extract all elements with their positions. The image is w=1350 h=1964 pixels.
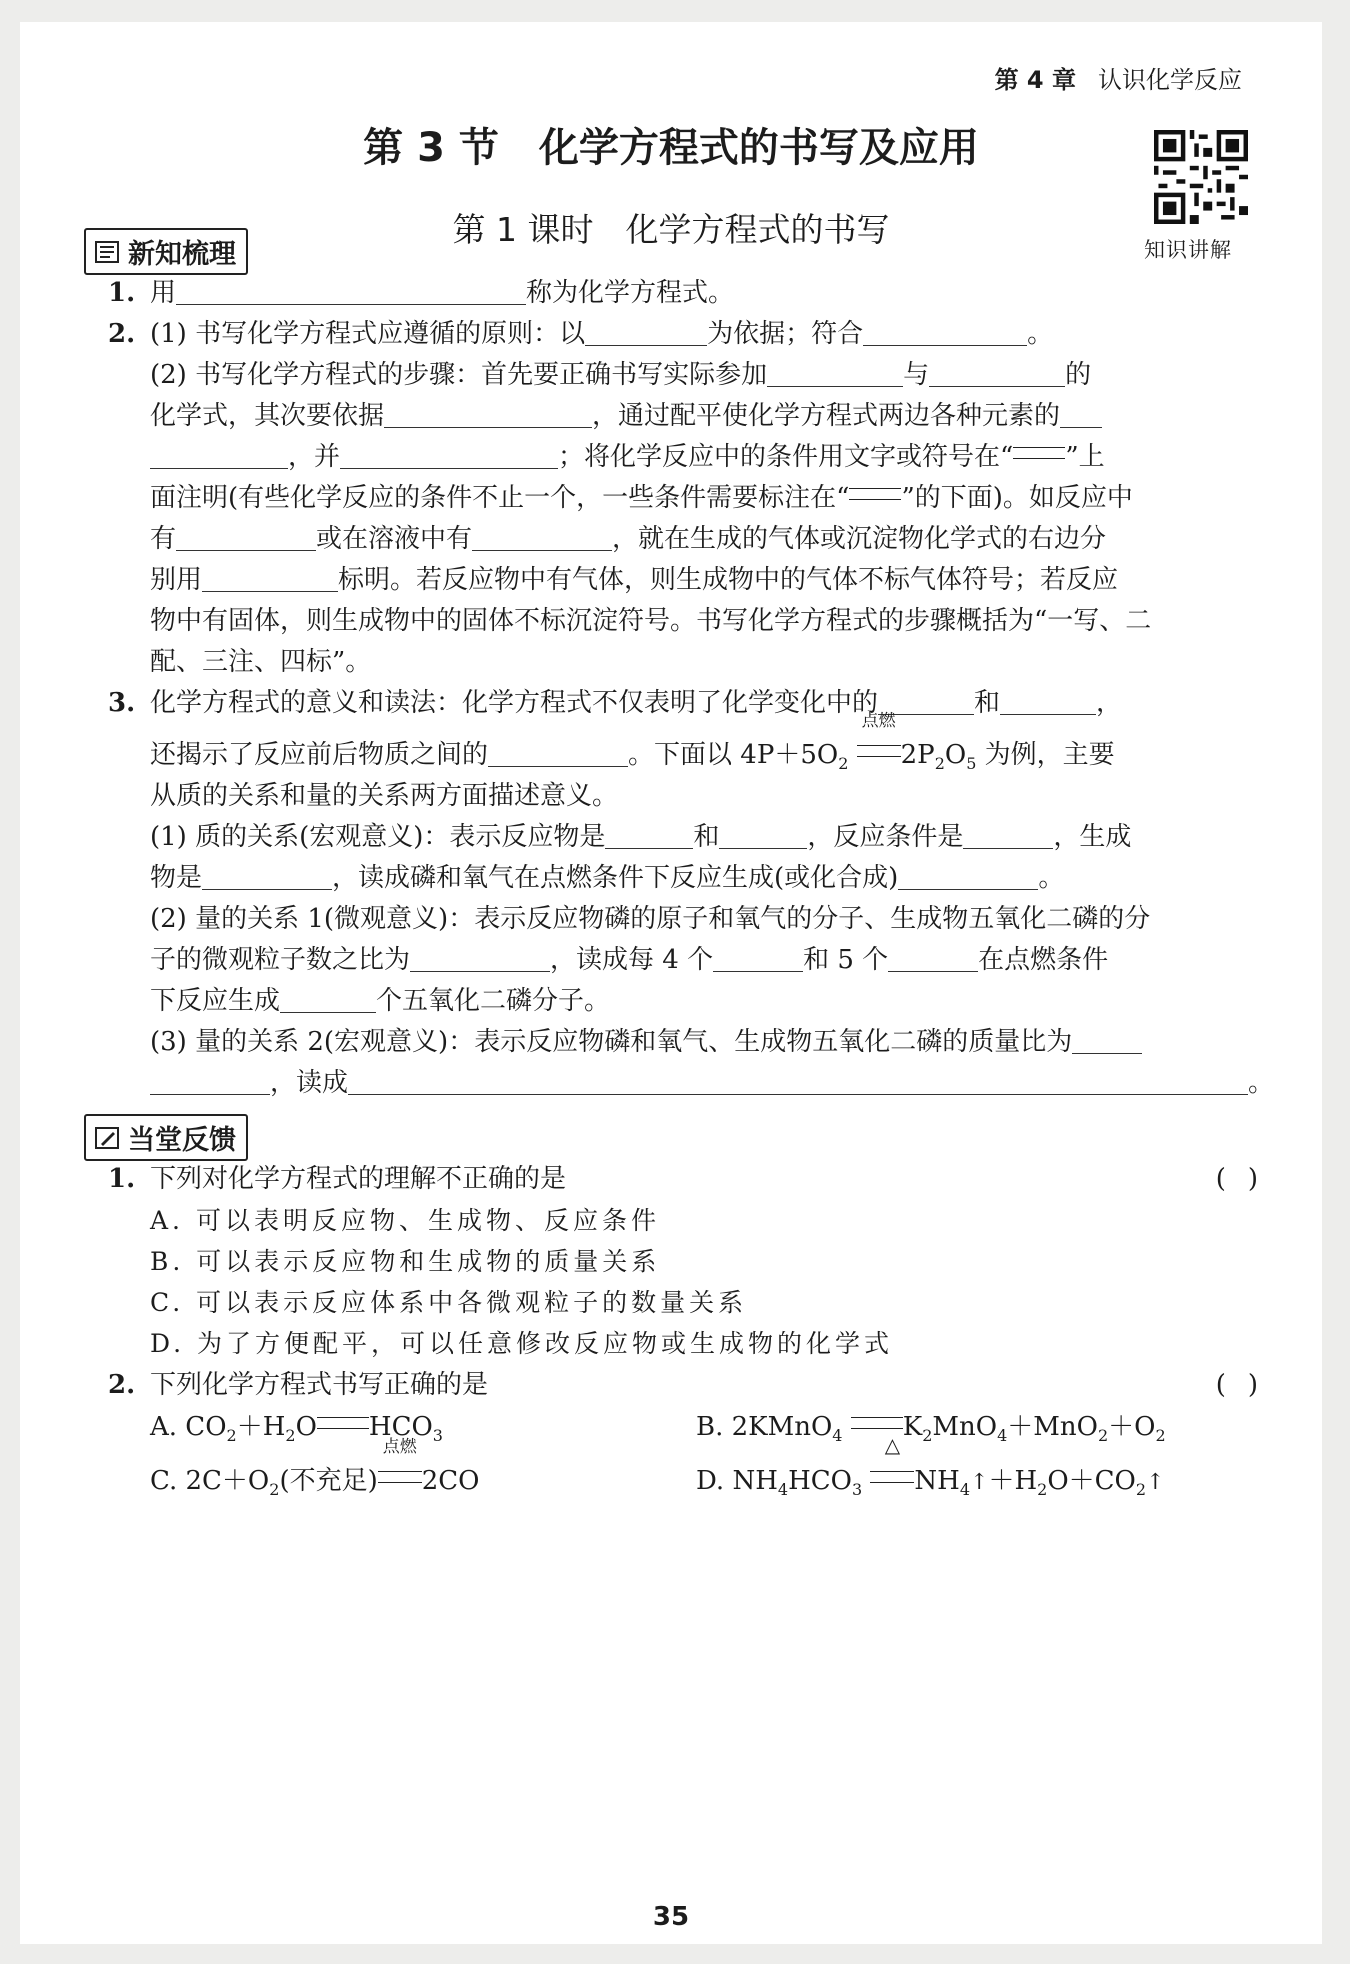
text: ，就在生成的气体或沉淀物化学式的右边分	[612, 524, 1107, 554]
subscript: 4	[777, 1480, 789, 1500]
text: 别用	[150, 565, 203, 595]
subscript: 2	[1135, 1480, 1147, 1500]
subscript: 4	[959, 1480, 971, 1500]
answer-bracket[interactable]: ()	[1215, 1164, 1280, 1194]
knowledge-q2-line4	[150, 436, 1280, 478]
question-number: 1.	[108, 1164, 136, 1194]
text: 。	[1027, 319, 1054, 349]
fill-blank[interactable]	[1000, 684, 1096, 715]
section-title	[20, 116, 1322, 173]
text: ，并	[288, 442, 341, 472]
text: ，	[1096, 688, 1123, 718]
text: 或在溶液中有	[316, 524, 473, 554]
fill-blank[interactable]	[1060, 397, 1102, 428]
text: 。下面以 4P＋5O	[628, 740, 839, 770]
text: (3) 量的关系 2(宏观意义)：表示反应物磷和氧气、生成物五氧化二磷的质量比为	[150, 1027, 1073, 1057]
text: 为依据；符合	[707, 319, 864, 349]
text: 和	[693, 822, 720, 852]
answer-bracket[interactable]: ()	[1215, 1370, 1280, 1400]
feedback-q2-option-b[interactable]	[696, 1406, 1276, 1448]
knowledge-q3-line9	[150, 1021, 1280, 1063]
formula-part: ＋MnO	[1007, 1412, 1098, 1442]
question-number: 3.	[108, 688, 136, 718]
formula-part: ＋H	[236, 1412, 286, 1442]
text: ，生成	[1053, 822, 1132, 852]
text: 配、三注、四标”。	[150, 647, 372, 677]
section-tag-label: 新知梳理	[128, 239, 236, 270]
formula-part: HCO	[368, 1412, 433, 1442]
condition-text: 点燃	[861, 711, 896, 731]
fill-blank[interactable]	[488, 736, 628, 767]
text: 有	[150, 524, 177, 554]
text: ，读成每 4 个	[550, 945, 714, 975]
pencil-note-icon	[94, 1125, 120, 1151]
equation-sign	[849, 488, 901, 500]
formula-part: ＋O	[1108, 1412, 1156, 1442]
subscript: 2	[1097, 1426, 1109, 1446]
subscript: 3	[432, 1426, 443, 1446]
formula-part: NH	[914, 1466, 960, 1496]
text: 和 5 个	[803, 945, 889, 975]
condition-text: 点燃	[382, 1437, 417, 1457]
lesson-name: 化学方程式的书写	[625, 210, 890, 249]
fill-blank[interactable]	[929, 356, 1065, 387]
condition-text: △	[884, 1433, 901, 1457]
equation-sign	[870, 1471, 914, 1483]
fill-blank[interactable]	[176, 274, 526, 305]
fill-blank[interactable]	[202, 561, 338, 592]
question-number: 2.	[108, 1370, 136, 1400]
fill-blank[interactable]	[410, 941, 550, 972]
feedback-q1-option-c[interactable]	[150, 1282, 1280, 1324]
formula-part: A. CO	[150, 1412, 227, 1442]
fill-blank[interactable]	[348, 1064, 1248, 1095]
knowledge-q2-line8	[150, 600, 1280, 642]
reaction-condition	[378, 1437, 422, 1502]
knowledge-q3-line10	[150, 1062, 1280, 1104]
fill-blank[interactable]	[340, 438, 558, 469]
fill-blank[interactable]	[719, 818, 807, 849]
formula-part: B. 2KMnO	[696, 1412, 833, 1442]
text: 化学方程式的意义和读法：化学方程式不仅表明了化学变化中的	[150, 688, 879, 718]
feedback-q1-option-b[interactable]	[150, 1241, 1280, 1283]
knowledge-q3-line2	[150, 711, 1280, 776]
text: 物中有固体，则生成物中的固体不标沉淀符号。书写化学方程式的步骤概括为“一写、二	[150, 606, 1152, 636]
formula-part: ＋H	[988, 1466, 1038, 1496]
knowledge-q3-line7	[150, 939, 1280, 981]
text: 用	[150, 278, 177, 308]
subscript: 2	[269, 1480, 280, 1500]
qr-label: 知识讲解	[1144, 238, 1232, 262]
subscript: 2	[934, 754, 945, 774]
text: 还揭示了反应前后物质之间的	[150, 740, 489, 770]
text: (1) 书写化学方程式应遵循的原则：以	[150, 319, 586, 349]
equation-sign	[317, 1417, 369, 1429]
feedback-q2-option-c[interactable]	[150, 1437, 630, 1502]
fill-blank[interactable]	[713, 941, 803, 972]
equation-sign	[1013, 447, 1065, 459]
knowledge-q2-line2	[150, 354, 1280, 396]
formula-part: (不充足)	[279, 1466, 378, 1496]
text: 下列对化学方程式的理解不正确的是	[150, 1164, 567, 1194]
knowledge-q2-line3	[150, 395, 1280, 437]
subscript: 2	[922, 1426, 933, 1446]
chapter-title: 认识化学反应	[1098, 66, 1242, 94]
text: 子的微观粒子数之比为	[150, 945, 411, 975]
chapter-number: 第 4 章	[994, 66, 1076, 94]
text: ，通过配平使化学方程式两边各种元素的	[592, 401, 1061, 431]
text: 的	[1065, 360, 1092, 390]
section-tag-new-knowledge	[84, 228, 248, 275]
knowledge-q2-line5	[150, 477, 1280, 519]
textbook-page	[20, 22, 1322, 1944]
feedback-q1-option-d[interactable]	[150, 1323, 1280, 1365]
feedback-q2-option-d[interactable]	[696, 1433, 1276, 1502]
text: 下反应生成	[150, 986, 281, 1016]
text: 与	[903, 360, 930, 390]
text: ；将化学反应中的条件用文字或符号在“	[558, 442, 1014, 472]
fill-blank[interactable]	[888, 941, 978, 972]
equation-sign	[851, 1417, 903, 1429]
gas-arrow-icon: ↑	[1146, 1470, 1165, 1495]
formula-part: HCO	[788, 1466, 852, 1496]
knowledge-q3-line1	[108, 682, 1280, 724]
feedback-q1-option-a[interactable]	[150, 1200, 1280, 1242]
text: 个五氧化二磷分子。	[376, 986, 611, 1016]
formula-part: 2CO	[421, 1466, 480, 1496]
qr-code-icon[interactable]	[1154, 130, 1248, 224]
gas-arrow-icon: ↑	[970, 1470, 989, 1495]
text: O	[944, 740, 967, 770]
knowledge-q2-line9	[150, 641, 1280, 683]
text: 2P	[900, 740, 935, 770]
feedback-q2-stem	[108, 1364, 1280, 1406]
text: 在点燃条件	[978, 945, 1109, 975]
text: 面注明(有些化学反应的条件不止一个，一些条件需要标注在“	[150, 483, 850, 513]
text: 下列化学方程式书写正确的是	[150, 1370, 489, 1400]
question-number: 1.	[108, 278, 136, 308]
text: ，读成	[270, 1068, 349, 1098]
option-text: A. 可以表明反应物、生成物、反应条件	[150, 1206, 660, 1235]
subscript: 5	[966, 754, 977, 774]
equation-sign	[857, 745, 901, 757]
knowledge-q3-line3	[150, 775, 1280, 817]
text: 从质的关系和量的关系两方面描述意义。	[150, 781, 619, 811]
formula-part: O＋CO	[1047, 1466, 1136, 1496]
text: 称为化学方程式。	[526, 278, 735, 308]
reaction-condition	[857, 711, 901, 776]
fill-blank[interactable]	[898, 859, 1038, 890]
subscript: 3	[851, 1480, 863, 1500]
subscript: 2	[226, 1426, 237, 1446]
subscript: 4	[832, 1426, 843, 1446]
fill-blank[interactable]	[150, 1064, 270, 1095]
fill-blank[interactable]	[963, 818, 1053, 849]
text: 和	[974, 688, 1001, 718]
page-number: 35	[652, 1902, 690, 1932]
text: 化学式，其次要依据	[150, 401, 385, 431]
text: ，读成磷和氧气在点燃条件下反应生成(或化合成)	[332, 863, 899, 893]
knowledge-q3-line5	[150, 857, 1280, 899]
fill-blank[interactable]	[280, 982, 376, 1013]
text: ”上	[1065, 442, 1105, 472]
option-text: B. 可以表示反应物和生成物的质量关系	[150, 1247, 661, 1276]
lesson-number: 第 1 课时	[452, 210, 594, 249]
section-tag-label: 当堂反馈	[128, 1125, 236, 1156]
section-tag-feedback	[84, 1114, 248, 1161]
text: ”的下面)。如反应中	[901, 483, 1133, 513]
text: 。	[1248, 1068, 1275, 1098]
formula-part: D. NH	[696, 1466, 778, 1496]
option-text: C. 可以表示反应体系中各微观粒子的数量关系	[150, 1288, 748, 1317]
fill-blank[interactable]	[472, 520, 612, 551]
question-number: 2.	[108, 319, 136, 349]
subscript: 2	[285, 1426, 296, 1446]
chapter-header	[995, 60, 1242, 95]
fill-blank[interactable]	[585, 315, 707, 346]
fill-blank[interactable]	[863, 315, 1027, 346]
knowledge-q3-line4	[150, 816, 1280, 858]
section-number: 第 3 节	[363, 125, 499, 171]
text: ，反应条件是	[807, 822, 964, 852]
fill-blank[interactable]	[176, 520, 316, 551]
option-text: D. 为了方便配平，可以任意修改反应物或生成物的化学式	[150, 1329, 894, 1358]
text: 为例，主要	[976, 740, 1115, 770]
text: (1) 质的关系(宏观意义)：表示反应物是	[150, 822, 606, 852]
knowledge-q3-line8	[150, 980, 1280, 1022]
reaction-condition	[870, 1433, 914, 1502]
formula-part: C. 2C＋O	[150, 1466, 270, 1496]
text: (2) 量的关系 1(微观意义)：表示反应物磷的原子和氧气的分子、生成物五氧化二磷的分	[150, 904, 1151, 934]
formula-part: K	[902, 1412, 923, 1442]
equation-sign	[378, 1471, 422, 1483]
subscript: 2	[838, 754, 849, 774]
formula-part: O	[295, 1412, 317, 1442]
knowledge-q2-line7	[150, 559, 1280, 601]
book-icon	[94, 239, 120, 265]
section-name: 化学方程式的书写及应用	[538, 125, 979, 171]
fill-blank[interactable]	[150, 438, 288, 469]
subscript: 2	[1037, 1480, 1048, 1500]
subscript: 4	[997, 1426, 1008, 1446]
fill-blank[interactable]	[202, 859, 332, 890]
fill-blank[interactable]	[605, 818, 693, 849]
knowledge-q2-line6	[150, 518, 1280, 560]
knowledge-q2-line1	[108, 313, 1280, 355]
text: 标明。若反应物中有气体，则生成物中的气体不标气体符号；若反应	[338, 565, 1119, 595]
fill-blank[interactable]	[384, 397, 592, 428]
formula-part: MnO	[932, 1412, 998, 1442]
feedback-q1-stem	[108, 1158, 1280, 1200]
knowledge-q1	[108, 272, 1280, 314]
fill-blank[interactable]	[1072, 1023, 1142, 1054]
knowledge-q3-line6	[150, 898, 1280, 940]
text: 。	[1038, 863, 1065, 893]
text: (2) 书写化学方程式的步骤：首先要正确书写实际参加	[150, 360, 768, 390]
fill-blank[interactable]	[767, 356, 903, 387]
subscript: 2	[1155, 1426, 1166, 1446]
text: 物是	[150, 863, 203, 893]
